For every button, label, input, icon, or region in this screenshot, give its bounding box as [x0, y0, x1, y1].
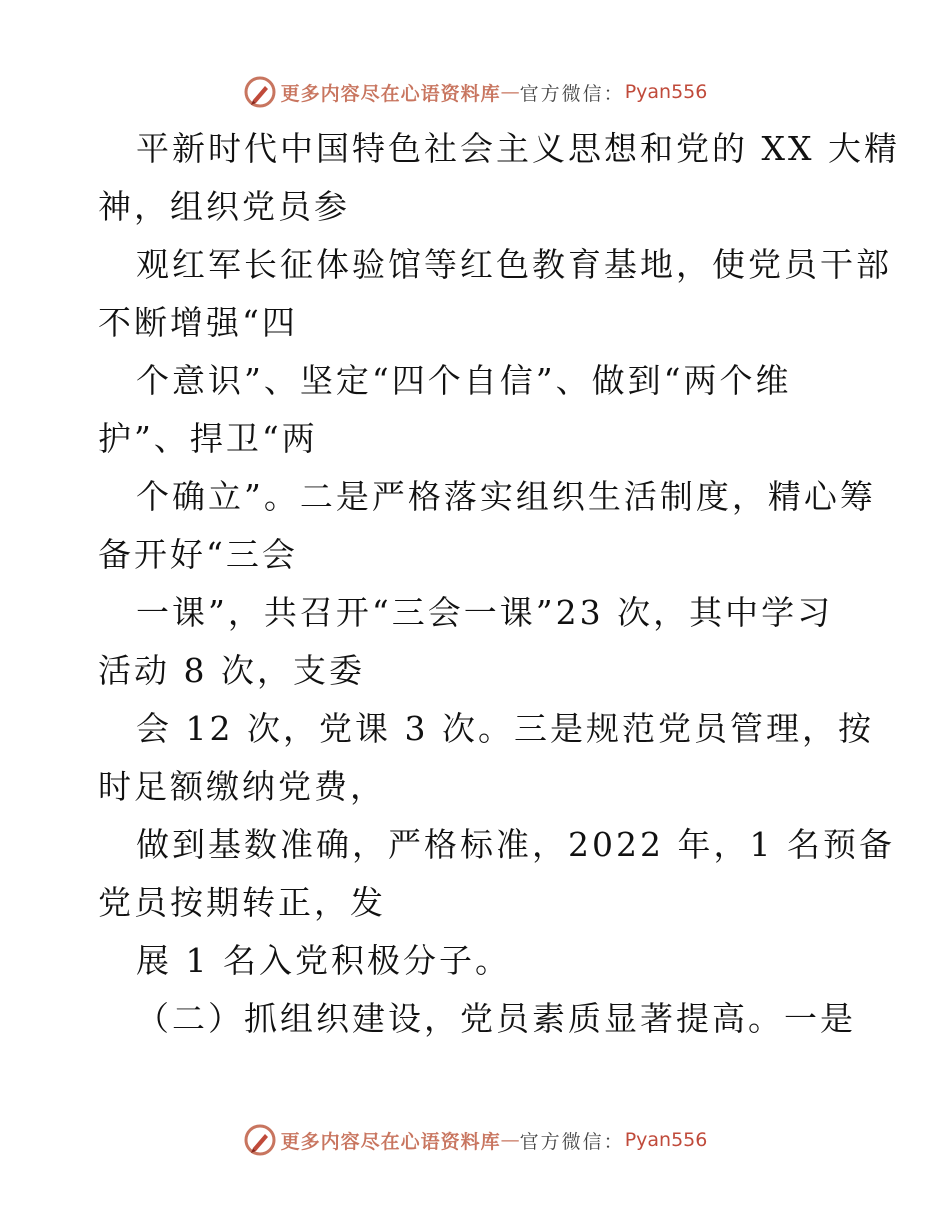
body-line: 神，组织党员参 — [98, 187, 350, 226]
watermark-site-text: 更多内容尽在心语资料库 — [280, 82, 501, 105]
watermark-dash: — — [500, 1129, 520, 1151]
body-line: 展 1 名入党积极分子。 — [136, 941, 511, 980]
body-line: 时足额缴纳党费， — [98, 767, 386, 806]
body-line: 个确立”。二是严格落实组织生活制度，精心筹 — [136, 477, 876, 516]
body-line: 会 12 次，党课 3 次。三是规范党员管理，按 — [136, 709, 874, 748]
watermark-wechat-id: Pyan556 — [624, 81, 708, 103]
watermark-label: 官方微信： — [519, 82, 625, 105]
body-line: 党员按期转正，发 — [98, 883, 386, 922]
watermark-site-text: 更多内容尽在心语资料库 — [280, 1130, 501, 1153]
pen-logo-icon — [243, 1123, 277, 1157]
header-watermark — [0, 72, 950, 112]
footer-watermark — [0, 1120, 950, 1160]
body-line: 活动 8 次，支委 — [98, 651, 365, 690]
body-line: 观红军长征体验馆等红色教育基地，使党员干部 — [136, 245, 892, 284]
body-line: 护”、捍卫“两 — [98, 419, 318, 458]
body-line: 不断增强“四 — [98, 303, 298, 342]
document-body — [98, 120, 900, 1048]
body-line: 平新时代中国特色社会主义思想和党的 XX 大精 — [136, 129, 900, 168]
watermark-dash: — — [500, 81, 520, 103]
section-heading-line: （二）抓组织建设，党员素质显著提高。一是 — [136, 999, 856, 1038]
body-line: 个意识”、坚定“四个自信”、做到“两个维 — [136, 361, 792, 400]
watermark-label: 官方微信： — [519, 1130, 625, 1153]
pen-logo-icon — [243, 75, 277, 109]
watermark-wechat-id: Pyan556 — [624, 1129, 708, 1151]
body-line: 一课”，共召开“三会一课”23 次，其中学习 — [136, 593, 834, 632]
body-line: 做到基数准确，严格标准，2022 年，1 名预备 — [136, 825, 895, 864]
body-line: 备开好“三会 — [98, 535, 298, 574]
